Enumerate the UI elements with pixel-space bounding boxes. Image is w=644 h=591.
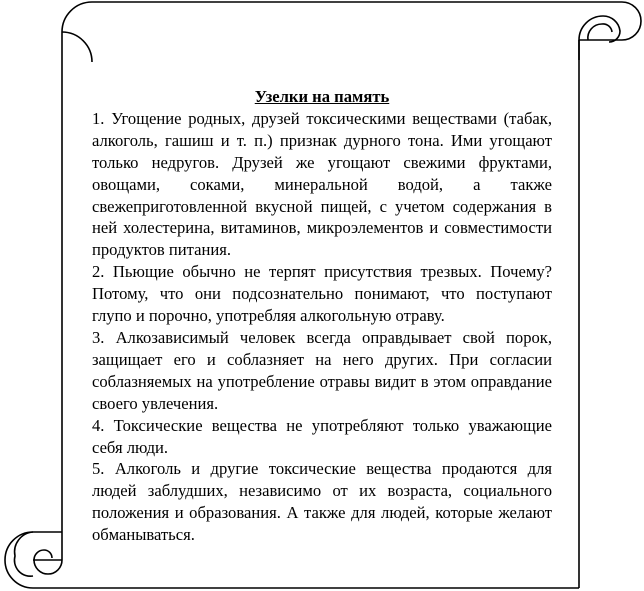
memo-item-2: 2. Пьющие обычно не терпят присутствия трезвых. Почему? Потому, что они подсознательно понимают, что поступают глупо и порочно, употребляя алкогольную отраву.	[92, 262, 552, 326]
top-right-spiral-inner	[588, 24, 612, 40]
memo-text-block	[92, 86, 552, 546]
memo-item-4: 4. Токсические вещества не употребляют только уважающие себя люди.	[92, 415, 552, 457]
memo-item-1: 1. Угощение родных, друзей токсическими веществами (табак, алкоголь, гашиш и т. п.) признак дурного тона. Ими угощают только недругов. Друзей же угощают свежими фруктами, овощами, соками, минеральной водой, а также свежеприготовленной вкусной пищей, с учетом содержания в ней холестерина, витаминов, микроэлементов и совместимости продуктов питания.	[92, 108, 552, 260]
memo-title: Узелки на память	[254, 87, 390, 106]
paper-left-edge	[62, 2, 92, 560]
top-roll-outline	[92, 2, 641, 40]
memo-item-5: 5. Алкоголь и другие токсические вещества продаются для людей заблудших, независимо от их возраста, социального положения и образования. А также для людей, которые желают обманываться.	[92, 459, 552, 545]
top-roll-front	[62, 32, 92, 62]
bottom-left-curl-spiral	[14, 532, 33, 576]
top-right-spiral	[579, 16, 620, 60]
bottom-left-curl-inner	[34, 550, 62, 574]
memo-item-3: 3. Алкозависимый человек всегда оправдывает свой порок, защищает его и соблазняет на него других. При согласии соблазняемых на употребление отравы видит в этом оправдание своего увлечения.	[92, 327, 552, 413]
